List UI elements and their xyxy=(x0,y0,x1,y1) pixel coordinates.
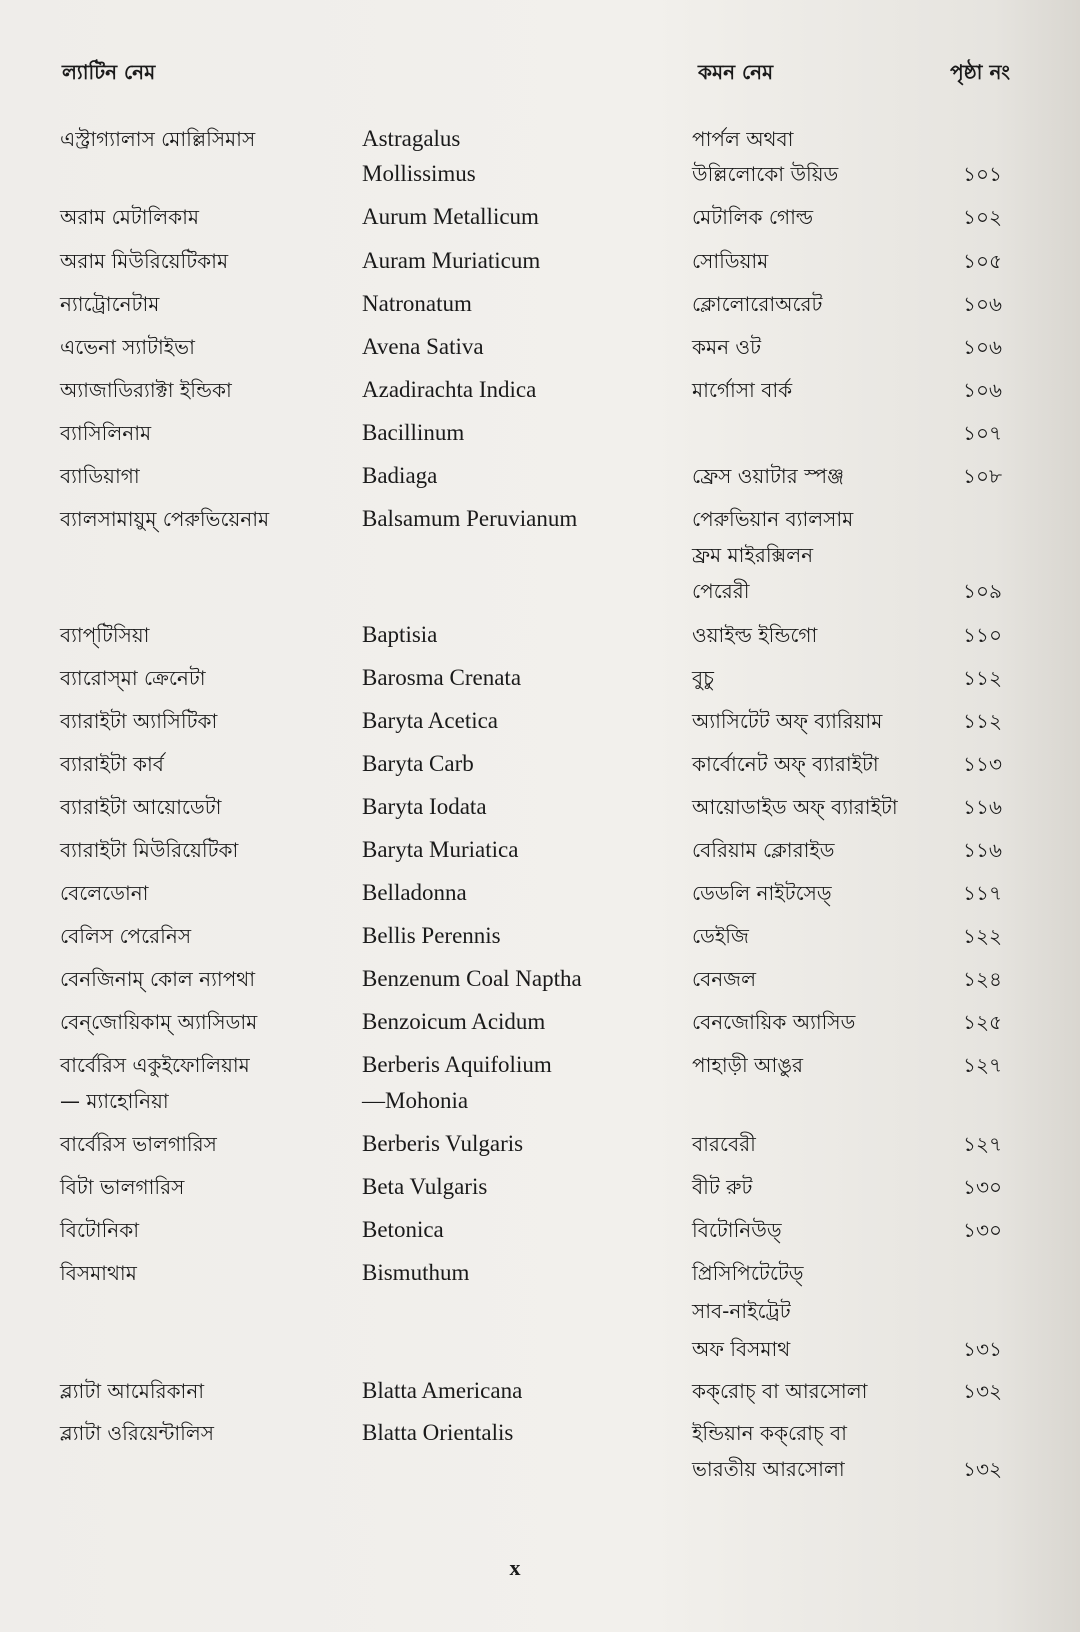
common-name: কমন ওট xyxy=(692,335,762,359)
latin-name: Azadirachta Indica xyxy=(362,377,537,402)
latin-name: Mollissimus xyxy=(362,161,476,186)
page-number-cell: ১৩১ xyxy=(963,1337,1002,1361)
latin-name: Bismuthum xyxy=(362,1260,470,1285)
bengali-name: বার্বেরিস ভালগারিস xyxy=(60,1132,217,1156)
latin-name: Blatta Orientalis xyxy=(362,1420,514,1445)
page-number-cell: ১২৫ xyxy=(963,1010,1002,1034)
bengali-name: ব্যারাইটা কার্ব xyxy=(60,752,164,776)
page-number-cell: ১৩২ xyxy=(963,1379,1002,1403)
page-number-cell: ১২৭ xyxy=(963,1053,1002,1077)
latin-name: Baptisia xyxy=(362,622,438,647)
latin-name: Belladonna xyxy=(362,880,467,905)
latin-name: Natronatum xyxy=(362,291,472,316)
latin-name: Berberis Vulgaris xyxy=(362,1131,524,1156)
common-name: সাব-নাইট্রেট xyxy=(692,1299,791,1323)
common-name: ডেডলি নাইটসেড্ xyxy=(692,881,832,905)
page-number-cell: ১০৬ xyxy=(963,335,1002,359)
latin-name: Aurum Metallicum xyxy=(362,204,539,229)
page-number-cell: ১৩২ xyxy=(963,1457,1002,1481)
page-number-cell: ১২৪ xyxy=(963,967,1002,991)
common-name: ক্লোলোরোঅরেট xyxy=(692,292,823,316)
latin-name: Baryta Acetica xyxy=(362,708,499,733)
header-common-name: কমন নেম xyxy=(698,60,774,84)
table-header xyxy=(62,58,1010,94)
common-name: কক্‌রোচ্ বা আরসোলা xyxy=(692,1379,868,1403)
bengali-name: ব্যারাইটা মিউরিয়েটিকা xyxy=(60,838,239,862)
header-latin-name: ল্যাটিন নেম xyxy=(62,60,156,84)
page-number-cell: ১০৬ xyxy=(963,292,1002,316)
common-name: উল্লিলোকো উয়িড xyxy=(692,162,839,186)
page-number-cell: ১১০ xyxy=(963,623,1002,647)
common-name: বারবেরী xyxy=(692,1132,756,1156)
latin-name: Avena Sativa xyxy=(362,334,484,359)
latin-name: Berberis Aquifolium xyxy=(362,1052,552,1077)
latin-name: Badiaga xyxy=(362,463,438,488)
page-number-cell: ১০৬ xyxy=(963,378,1002,402)
common-name: ভারতীয় আরসোলা xyxy=(692,1457,845,1481)
common-name: বীট রুট xyxy=(692,1175,753,1199)
page-number-cell: ১৩০ xyxy=(963,1218,1002,1242)
bengali-name: অরাম মেটালিকাম xyxy=(60,205,200,229)
bengali-name: এভেনা স্যাটাইভা xyxy=(60,335,195,359)
latin-name: Blatta Americana xyxy=(362,1378,523,1403)
bengali-name: ব্যাসিলিনাম xyxy=(60,421,152,445)
latin-name: Baryta Iodata xyxy=(362,794,487,819)
common-name: সোডিয়াম xyxy=(692,249,769,273)
common-name: ডেইজি xyxy=(692,924,749,948)
bengali-name: ব্যালসামায়ুম্ পেরুভিয়েনাম xyxy=(60,507,270,531)
latin-name: Baryta Muriatica xyxy=(362,837,519,862)
common-name: প্রিসিপিটেটেড্ xyxy=(692,1261,804,1285)
common-name: কার্বোনেট অফ্ ব্যারাইটা xyxy=(692,752,879,776)
common-name: অফ বিসমাথ xyxy=(692,1337,791,1361)
latin-name: Balsamum Peruvianum xyxy=(362,506,578,531)
common-name: বেনজল xyxy=(692,967,756,991)
common-name: মার্গোসা বার্ক xyxy=(692,378,793,402)
page-number-cell: ১০২ xyxy=(963,205,1002,229)
bengali-name: বিটা ভালগারিস xyxy=(60,1175,185,1199)
bengali-name: এস্ট্রাগ্যালাস মোল্লিসিমাস xyxy=(60,127,256,151)
page-number-cell: ১০৮ xyxy=(963,464,1002,488)
common-name: আয়োডাইড অফ্ ব্যারাইটা xyxy=(692,795,898,819)
bengali-name: বেন্‌জোয়িকাম্ অ্যাসিডাম xyxy=(60,1010,258,1034)
latin-name: Betonica xyxy=(362,1217,444,1242)
common-name: মেটালিক গোল্ড xyxy=(692,205,814,229)
latin-name: Benzenum Coal Naptha xyxy=(362,966,582,991)
common-name: বুচু xyxy=(692,666,714,690)
latin-name: Baryta Carb xyxy=(362,751,474,776)
page-number-cell: ১০৯ xyxy=(963,579,1002,603)
page-number-cell: ১০৫ xyxy=(963,249,1002,273)
common-name: ইন্ডিয়ান কক্‌রোচ্ বা xyxy=(692,1421,847,1445)
page-number-cell: ১১২ xyxy=(963,709,1002,733)
latin-name: Bacillinum xyxy=(362,420,465,445)
bengali-name: বার্বেরিস একুইফোলিয়াম xyxy=(60,1053,250,1077)
common-name: ফ্রম মাইরক্সিলন xyxy=(692,543,814,567)
common-name: বেরিয়াম ক্লোরাইড xyxy=(692,838,835,862)
latin-name: Benzoicum Acidum xyxy=(362,1009,546,1034)
bengali-name: ব্যাডিয়াগা xyxy=(60,464,140,488)
page-number: x xyxy=(509,1555,521,1580)
page-number-cell: ১০১ xyxy=(963,162,1002,186)
latin-name: Bellis Perennis xyxy=(362,923,501,948)
latin-name: Beta Vulgaris xyxy=(362,1174,488,1199)
page-number-cell: ১১৬ xyxy=(963,795,1002,819)
bengali-name: — ম্যাহোনিয়া xyxy=(60,1089,169,1113)
common-name: পেরুভিয়ান ব্যালসাম xyxy=(692,507,854,531)
common-name: পেরেরী xyxy=(692,579,750,603)
bengali-name: অরাম মিউরিয়েটিকাম xyxy=(60,249,229,273)
page-number-cell: ১১২ xyxy=(963,666,1002,690)
latin-name: —Mohonia xyxy=(362,1088,469,1113)
bengali-name: অ্যাজাডির‍্যাক্টা ইন্ডিকা xyxy=(60,378,232,402)
latin-name: Astragalus xyxy=(362,126,461,151)
bengali-name: বেলিস পেরেনিস xyxy=(60,924,192,948)
page-number-cell: ১২২ xyxy=(963,924,1002,948)
header-page-no: পৃষ্ঠা নং xyxy=(950,60,1010,84)
bengali-name: ব্ল্যাটা আমেরিকানা xyxy=(60,1379,205,1403)
common-name: অ্যাসিটেট অফ্ ব্যারিয়াম xyxy=(692,709,883,733)
common-name: ওয়াইল্ড ইন্ডিগো xyxy=(692,623,818,647)
common-name: বেনজোয়িক অ্যাসিড xyxy=(692,1010,856,1034)
bengali-name: ব্যারাইটা আয়োডেটা xyxy=(60,795,222,819)
bengali-name: ব্যারোস্‌মা ক্রেনেটা xyxy=(60,666,206,690)
page-number-cell: ১১৬ xyxy=(963,838,1002,862)
page-number-cell: ১০৭ xyxy=(963,421,1002,445)
page-number-cell: ১১৩ xyxy=(963,752,1002,776)
bengali-name: বিসমাথাম xyxy=(60,1261,137,1285)
common-name: বিটোনিউড্ xyxy=(692,1218,782,1242)
page-number-cell: ১৩০ xyxy=(963,1175,1002,1199)
common-name: ফ্রেস ওয়াটার স্পঞ্জ xyxy=(692,464,845,488)
bengali-name: বেলেডোনা xyxy=(60,881,149,905)
latin-name: Auram Muriaticum xyxy=(362,248,541,273)
bengali-name: ব্যারাইটা অ্যাসিটিকা xyxy=(60,709,218,733)
page-number-cell: ১১৭ xyxy=(963,881,1002,905)
bengali-name: ন্যাট্রোনেটাম xyxy=(60,292,160,316)
bengali-name: বিটোনিকা xyxy=(60,1218,140,1242)
bengali-name: বেনজিনাম্ কোল ন্যাপথা xyxy=(60,967,256,991)
bengali-name: ব্ল্যাটা ওরিয়েন্টালিস xyxy=(60,1421,215,1445)
bengali-name: ব্যাপ্‌টিসিয়া xyxy=(60,623,150,647)
common-name: পাহাড়ী আঙুর xyxy=(692,1053,804,1077)
common-name: পার্পল অথবা xyxy=(692,127,794,151)
latin-name: Barosma Crenata xyxy=(362,665,522,690)
page-number-cell: ১২৭ xyxy=(963,1132,1002,1156)
